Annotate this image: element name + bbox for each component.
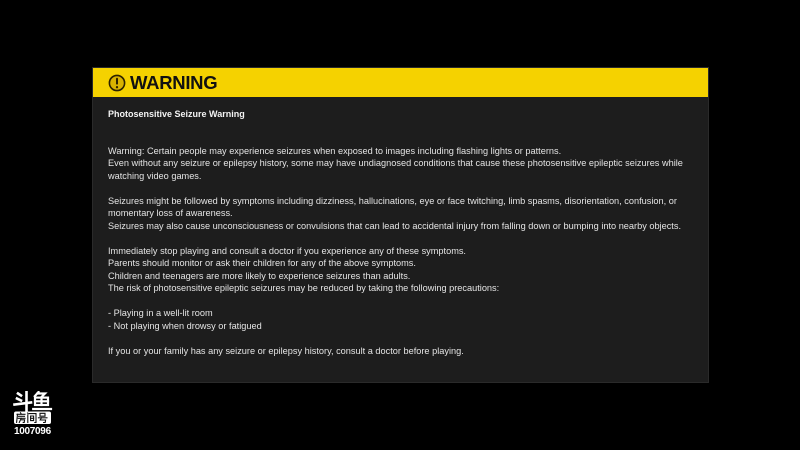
warning-paragraph	[108, 195, 708, 233]
warning-paragraph	[108, 145, 708, 183]
precautions-list	[108, 307, 708, 332]
warning-line: watching video games.	[108, 170, 202, 181]
warning-line: Warning: Certain people may experience seizures when exposed to images including flashing lights or patterns.	[108, 145, 562, 156]
warning-line: Parents should monitor or ask their children for any of the above symptoms.	[108, 258, 416, 268]
precaution-item: - Not playing when drowsy or fatigued	[108, 320, 262, 331]
warning-closing	[108, 345, 708, 358]
warning-title: WARNING	[130, 72, 218, 93]
warning-line: If you or your family has any seizure or epilepsy history, consult a doctor before playing.	[108, 345, 464, 356]
warning-body	[93, 97, 708, 357]
exclamation-circle-icon	[108, 74, 126, 92]
warning-paragraph	[108, 245, 708, 295]
warning-line: Immediately stop playing and consult a doctor if you experience any of these symptoms.	[108, 245, 466, 256]
precaution-item: - Playing in a well-lit room	[108, 308, 213, 318]
warning-header	[93, 68, 708, 97]
warning-heading: Photosensitive Seizure Warning	[108, 109, 245, 119]
warning-line: momentary loss of awareness.	[108, 208, 233, 218]
warning-line: The risk of photosensitive epileptic seizures may be reduced by taking the following precautions:	[108, 283, 500, 293]
douyu-watermark-logo	[13, 391, 53, 425]
warning-line: Seizures might be followed by symptoms including dizziness, hallucinations, eye or face twitching, limb spasms, disorientation, confusion, or	[108, 195, 677, 206]
warning-line: Even without any seizure or epilepsy history, some may have undiagnosed conditions that cause these photosensitive epileptic seizures while	[108, 158, 683, 168]
warning-panel	[93, 68, 708, 382]
warning-line: Seizures may also cause unconsciousness or convulsions that can lead to accidental injury from falling down or bumping into nearby objects.	[108, 220, 681, 231]
warning-line: Children and teenagers are more likely to experience seizures than adults.	[108, 270, 411, 281]
room-number: 1007096	[14, 426, 51, 437]
